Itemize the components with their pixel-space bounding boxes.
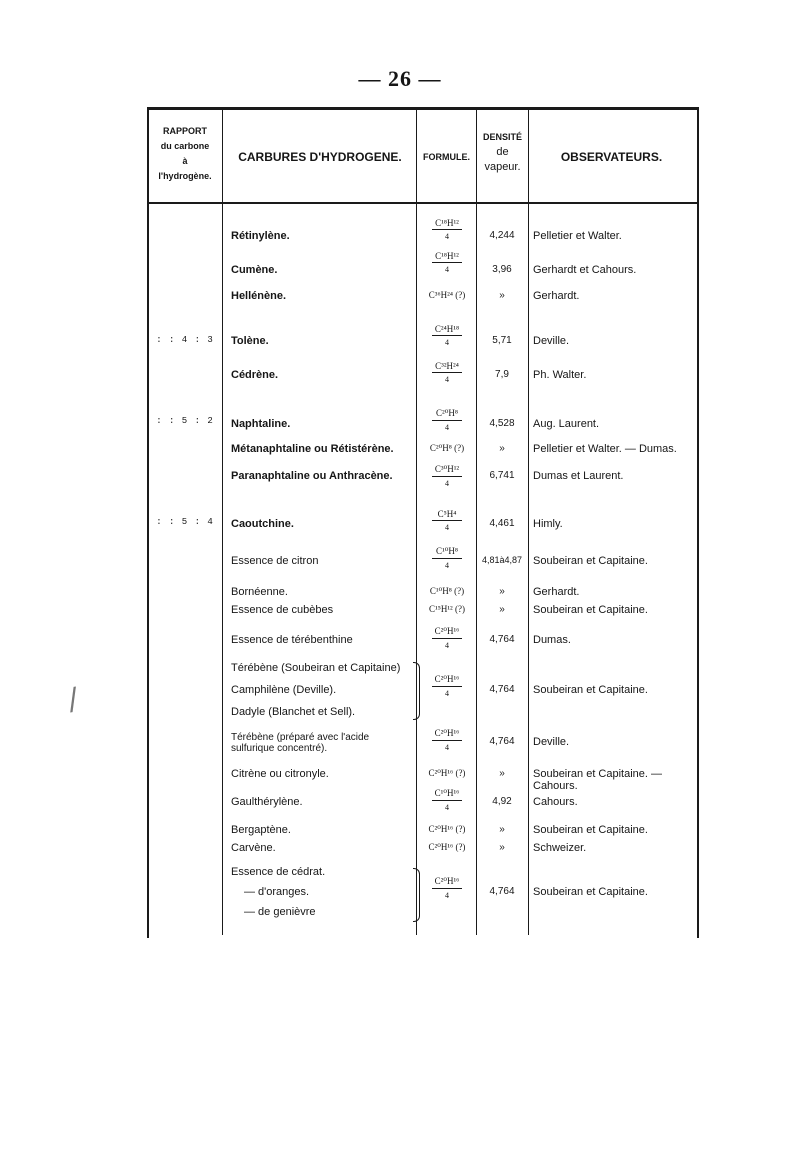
- table-row: [0, 464, 800, 490]
- density-cell: 4,528: [489, 418, 515, 429]
- carbure-name: Térébène (Soubeiran et Capitaine): [231, 662, 401, 674]
- table-row: [0, 361, 800, 385]
- formula-cell: C²⁰H¹⁶ 4: [418, 674, 476, 698]
- carbure-name: Bergaptène.: [231, 824, 291, 836]
- density-cell: »: [499, 768, 505, 779]
- density-cell: »: [499, 290, 505, 301]
- table-row: [0, 674, 800, 704]
- table-row: [0, 788, 800, 816]
- ratio-cell: : : 5 : 2: [156, 416, 214, 426]
- carbure-name: Paranaphtaline ou Anthracène.: [231, 470, 393, 482]
- observer-cell: Gerhardt.: [533, 290, 580, 302]
- table-row: [0, 509, 800, 535]
- ratio-cell: : : 5 : 4: [156, 517, 214, 527]
- carbure-name: Gaulthérylène.: [231, 796, 303, 808]
- table-row: [0, 662, 800, 682]
- density-cell: 4,764: [489, 684, 515, 695]
- formula-cell: C¹⁰H⁸ (?): [429, 586, 465, 596]
- observer-cell: Aug. Laurent.: [533, 418, 600, 430]
- observer-cell: Soubeiran et Capitaine.: [533, 684, 648, 696]
- carbure-name: Cumène.: [231, 264, 278, 276]
- table-row: [0, 706, 800, 726]
- table-row: [0, 866, 800, 886]
- carbure-name: — d'oranges.: [244, 886, 310, 898]
- formula-cell: C³²H²⁴ 4: [418, 361, 476, 384]
- observer-cell: Soubeiran et Capitaine. — Cahours.: [533, 768, 663, 792]
- density-cell: »: [499, 824, 505, 835]
- table-row: [0, 251, 800, 277]
- formula-cell: C¹⁸H¹² 4: [418, 218, 476, 241]
- formula-cell: C²⁰H¹⁶ (?): [428, 842, 466, 852]
- formula-cell: C¹⁰H¹⁶ 4: [418, 788, 476, 812]
- carbure-name: Essence de cédrat.: [231, 866, 326, 878]
- carbure-name: Cédrène.: [231, 369, 279, 381]
- carbure-name: Carvène.: [231, 842, 276, 854]
- formula-cell: C¹⁵H¹² (?): [429, 604, 465, 614]
- carbure-name: Bornéenne.: [231, 586, 288, 598]
- table-row: [0, 906, 800, 926]
- pencil-mark: /: [65, 681, 82, 718]
- observer-cell: Pelletier et Walter.: [533, 230, 622, 242]
- density-cell: 3,96: [492, 264, 512, 275]
- observer-cell: Ph. Walter.: [533, 369, 587, 381]
- table-row: [0, 604, 800, 624]
- table-row: [0, 876, 800, 906]
- observer-cell: Deville.: [533, 335, 570, 347]
- density-cell: 4,764: [489, 634, 515, 645]
- table-row: [0, 408, 800, 432]
- observer-cell: Gerhardt et Cahours.: [533, 264, 637, 276]
- formula-cell: C²⁰H⁸ (?): [429, 443, 465, 453]
- formula-cell: C²⁰H¹⁶ (?): [428, 768, 466, 778]
- formula-cell: C¹⁸H¹² 4: [418, 251, 476, 274]
- observer-cell: Soubeiran et Capitaine.: [533, 886, 648, 898]
- density-cell: 7,9: [495, 369, 509, 380]
- formula-cell: C²⁰H¹⁶ (?): [428, 824, 466, 834]
- header-carbures: CARBURES D'HYDROGENE.: [238, 150, 402, 164]
- observer-cell: Pelletier et Walter. — Dumas.: [533, 443, 677, 455]
- table-row: [0, 586, 800, 606]
- header-ratio: RAPPORT du carbone à l'hydrogène.: [158, 126, 212, 181]
- observer-cell: Schweizer.: [533, 842, 587, 854]
- formula-cell: C²⁰H¹⁶ 4: [418, 626, 476, 650]
- observer-cell: Dumas et Laurent.: [533, 470, 624, 482]
- ratio-cell: : : 4 : 3: [156, 335, 214, 345]
- formula-cell: C²⁰H¹⁶ 4: [418, 876, 476, 900]
- page-number: — 26 —: [358, 66, 442, 91]
- formula-cell: C²⁰H¹⁶ 4: [418, 728, 476, 752]
- density-cell: »: [499, 443, 505, 454]
- density-cell: 5,71: [492, 335, 512, 346]
- carbure-name: Hellénène.: [231, 290, 287, 302]
- carbure-name: Essence de térébenthine: [231, 634, 353, 646]
- observer-cell: Soubeiran et Capitaine.: [533, 604, 648, 616]
- carbure-name: Naphtaline.: [231, 418, 291, 430]
- observer-cell: Deville.: [533, 736, 570, 748]
- formula-cell: C²⁴H¹⁸ 4: [418, 324, 476, 347]
- formula-cell: C¹⁰H⁸ 4: [418, 546, 476, 570]
- table-row: [0, 728, 800, 754]
- formula-cell: C⁵H⁴ 4: [418, 509, 476, 532]
- observer-cell: Dumas.: [533, 634, 571, 646]
- table-row: [0, 626, 800, 652]
- table-row: [0, 824, 800, 844]
- carbure-name: — de genièvre: [244, 906, 316, 918]
- table-row: [0, 218, 800, 244]
- header-observateurs: OBSERVATEURS.: [560, 150, 663, 164]
- formula-cell: C³⁰H¹² 4: [418, 464, 476, 488]
- density-cell: »: [499, 842, 505, 853]
- table-row: [0, 842, 800, 862]
- carbure-name: Métanaphtaline ou Rétistérène.: [231, 443, 394, 455]
- carbure-name: Camphilène (Deville).: [231, 684, 337, 696]
- carbure-name: Dadyle (Blanchet et Sell).: [231, 706, 356, 718]
- carbure-name: Essence de citron: [231, 555, 319, 567]
- density-cell: 4,764: [489, 886, 515, 897]
- carbure-name: Citrène ou citronyle.: [231, 768, 329, 780]
- carbure-name: Essence de cubèbes: [231, 604, 334, 616]
- header-formule: FORMULE.: [423, 152, 470, 162]
- carbure-name: Térébène (préparé avec l'acide sulfurique concentré).: [231, 732, 370, 754]
- formula-cell: C²⁰H⁸ 4: [418, 408, 476, 432]
- observer-cell: Gerhardt.: [533, 586, 580, 598]
- observer-cell: Soubeiran et Capitaine.: [533, 555, 648, 567]
- header-rule: [147, 202, 697, 204]
- density-cell: 4,92: [492, 796, 512, 807]
- table-row: [0, 443, 800, 463]
- density-cell: »: [499, 604, 505, 615]
- observer-cell: Himly.: [533, 518, 563, 530]
- density-cell: »: [499, 586, 505, 597]
- observer-cell: Soubeiran et Capitaine.: [533, 824, 648, 836]
- density-cell: 4,244: [489, 230, 515, 241]
- table-row: [0, 768, 800, 792]
- table-row: [0, 290, 800, 310]
- carbure-name: Rétinylène.: [231, 230, 290, 242]
- formula-cell: C³⁶H²⁴ (?): [428, 290, 466, 300]
- carbure-name: Tolène.: [231, 335, 269, 347]
- table-row: [0, 546, 800, 572]
- carbure-name: Caoutchine.: [231, 518, 294, 530]
- density-cell: 4,81à4,87: [481, 555, 523, 565]
- observer-cell: Cahours.: [533, 796, 578, 808]
- header-densite: DENSITÉ de vapeur.: [482, 132, 522, 173]
- density-cell: 4,461: [489, 518, 515, 529]
- density-cell: 4,764: [489, 736, 515, 747]
- density-cell: 6,741: [489, 470, 515, 481]
- table-row: [0, 326, 800, 346]
